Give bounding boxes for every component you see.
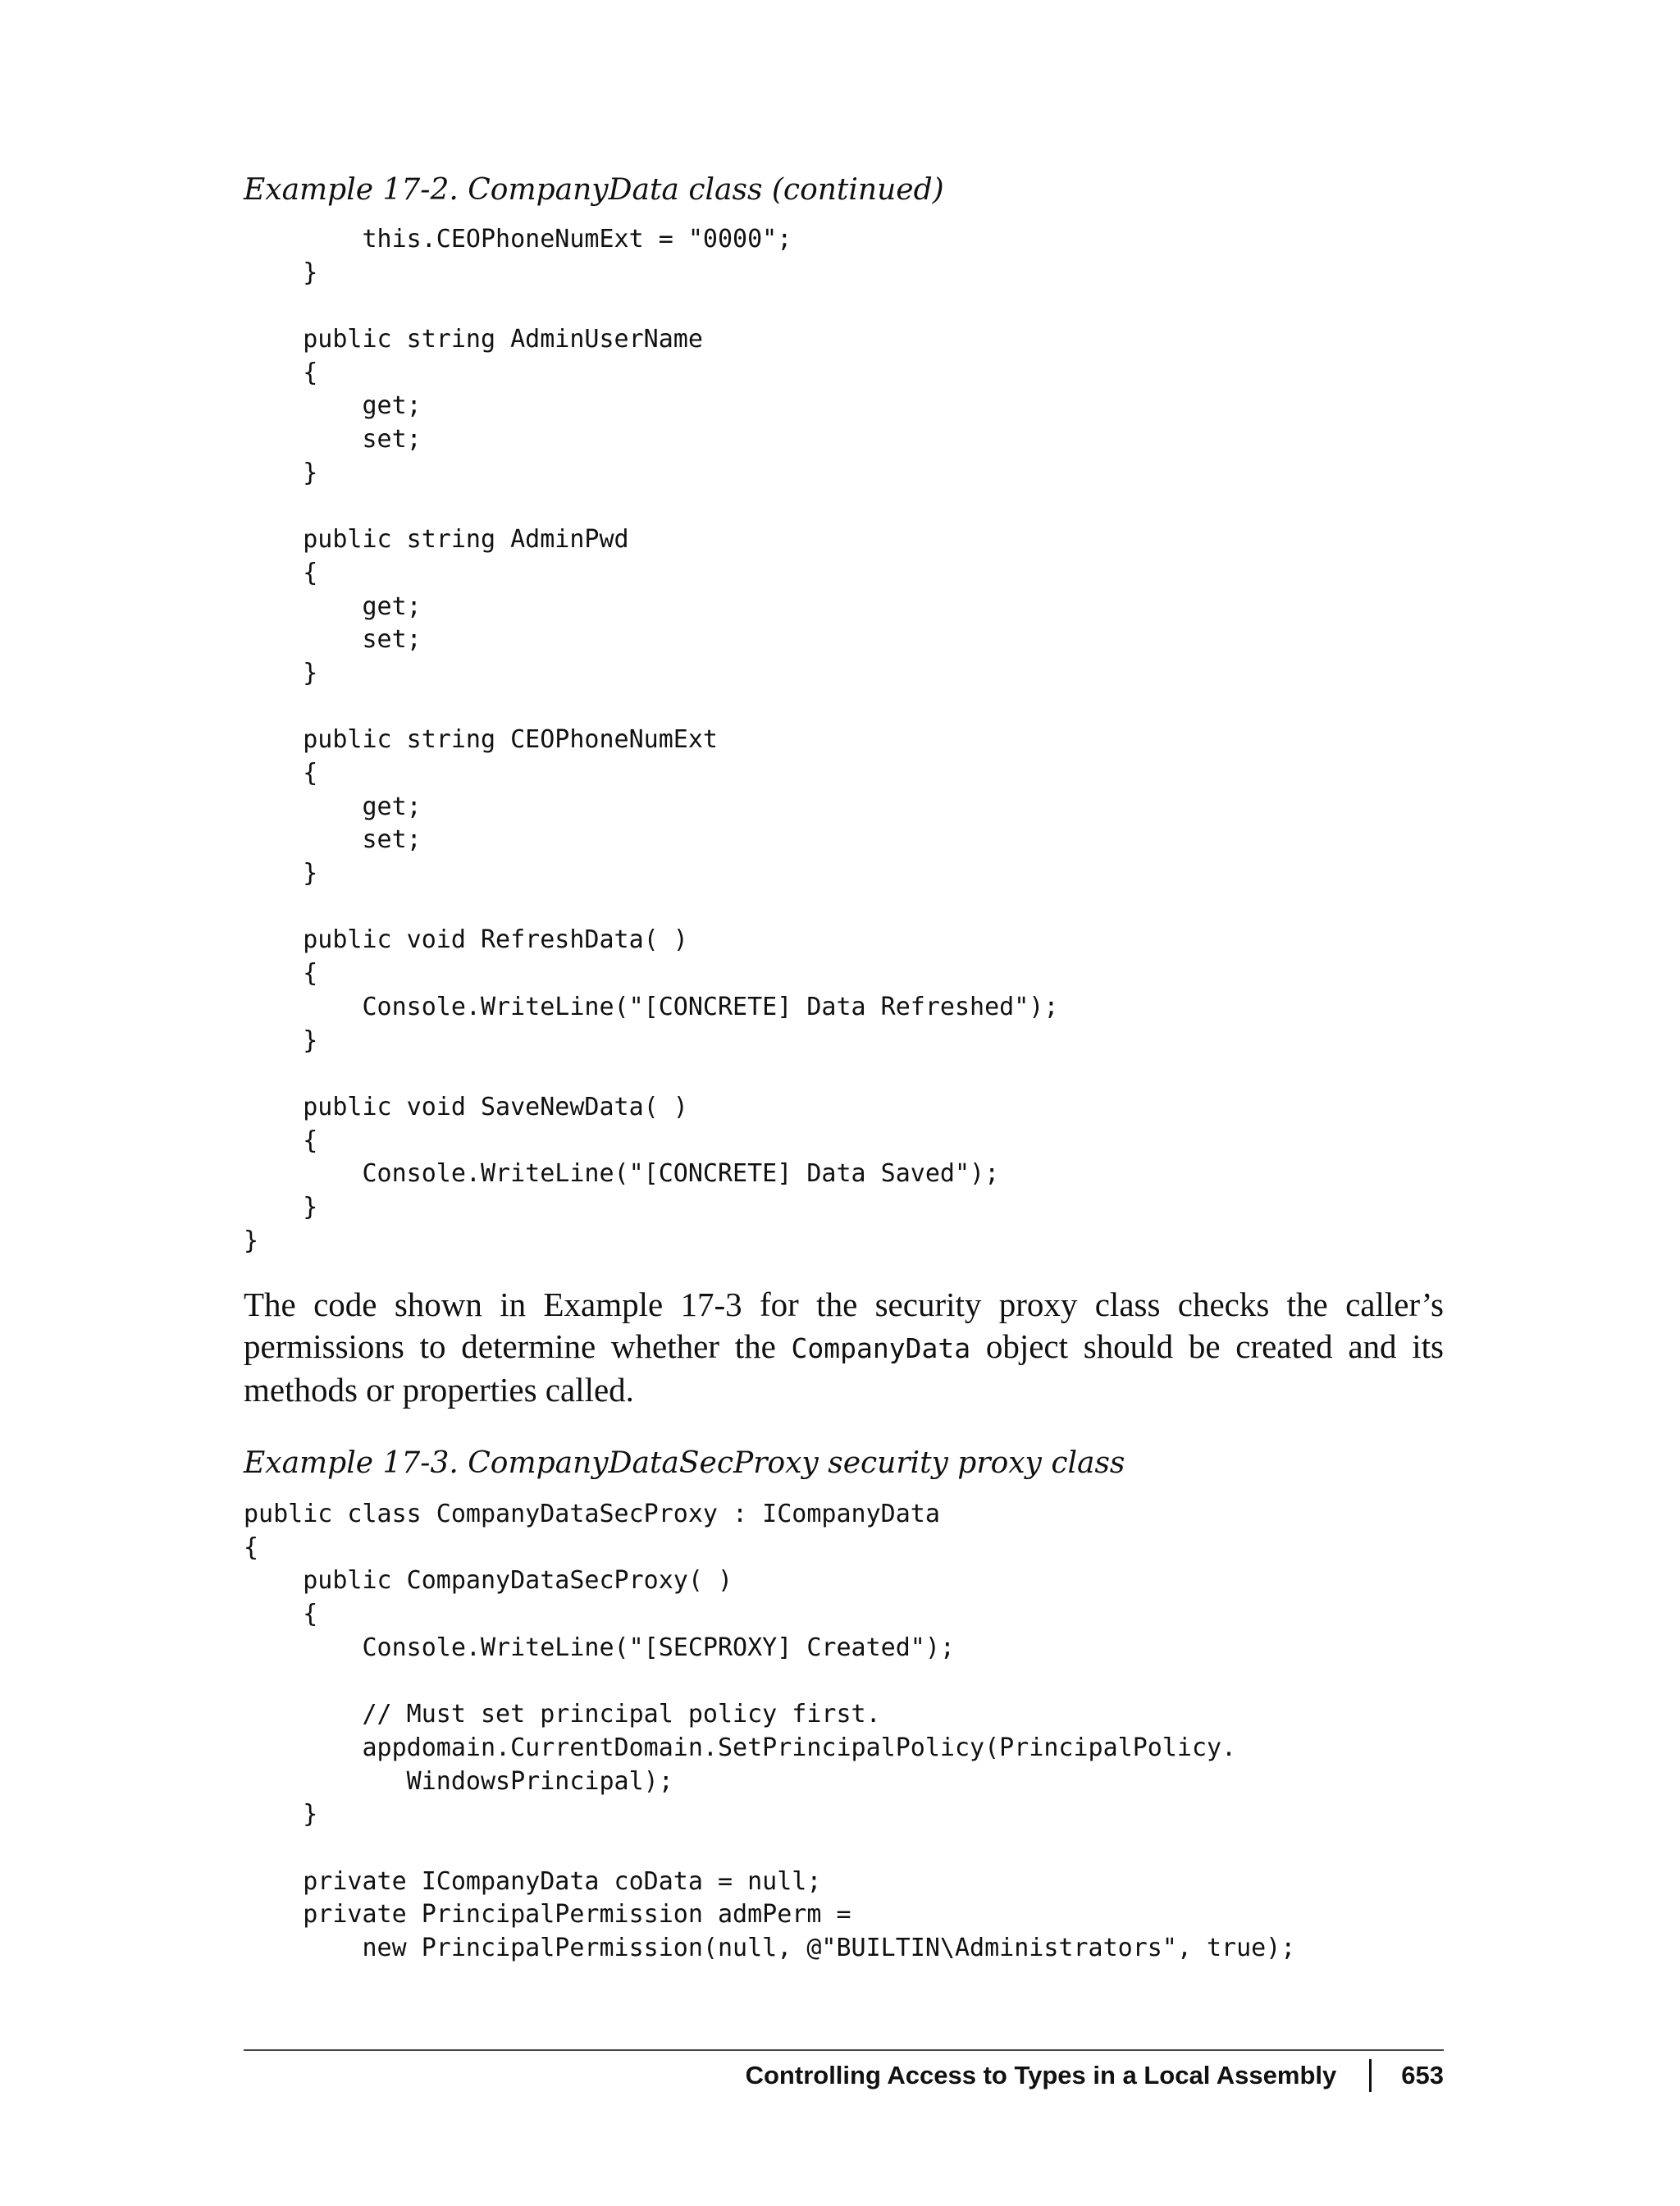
example-17-3-code [244, 1498, 1295, 1966]
example-17-2-caption: Example 17-2. CompanyData class (continued) [244, 173, 944, 207]
code-line: { [244, 1600, 318, 1629]
code-line: get; [244, 391, 422, 421]
code-line: { [244, 1532, 259, 1562]
code-line [244, 891, 1058, 925]
code-line [244, 491, 1058, 524]
code-line: } [244, 258, 318, 287]
footer-separator [1369, 2059, 1372, 2092]
code-line: set; [244, 825, 422, 855]
code-line: WindowsPrincipal); [244, 1766, 673, 1796]
code-line: set; [244, 425, 422, 454]
code-line: public string AdminPwd [244, 525, 629, 555]
code-line: Console.WriteLine("[SECPROXY] Created"); [244, 1633, 955, 1662]
code-line: new PrincipalPermission(null, @"BUILTIN\Administrators", true); [244, 1933, 1296, 1962]
code-line [244, 290, 1058, 323]
code-line: } [244, 1800, 318, 1829]
code-line: private ICompanyData coData = null; [244, 1866, 822, 1896]
code-line: } [244, 658, 318, 687]
body-paragraph [244, 1284, 1444, 1411]
code-line: public string CEOPhoneNumExt [244, 725, 718, 755]
code-line [244, 691, 1058, 724]
code-line: public CompanyDataSecProxy( ) [244, 1566, 733, 1596]
code-line: } [244, 1192, 318, 1222]
paragraph-text-after: object should be created and its methods or properties called. [244, 1327, 1444, 1409]
code-line: appdomain.CurrentDomain.SetPrincipalPolicy(PrincipalPolicy. [244, 1733, 1237, 1762]
footer-section-title: Controlling Access to Types in a Local Assembly [745, 2061, 1337, 2090]
example-17-2-code [244, 223, 1058, 1258]
code-line: Console.WriteLine("[CONCRETE] Data Refreshed"); [244, 992, 1059, 1021]
code-line: { [244, 959, 318, 989]
code-line: get; [244, 591, 422, 621]
page-number: 653 [1401, 2061, 1444, 2090]
code-line: public void RefreshData( ) [244, 925, 688, 955]
code-line: } [244, 1025, 318, 1055]
code-line: get; [244, 792, 422, 821]
code-line [244, 1057, 1058, 1091]
code-line [244, 1832, 1295, 1866]
footer-rule [244, 2049, 1444, 2051]
paragraph-text-before: The code shown in Example 17-3 for the security proxy class checks the caller’s permissions to determine whether the [244, 1286, 1444, 1365]
code-line [244, 1665, 1295, 1698]
code-line: private PrincipalPermission admPerm = [244, 1900, 851, 1930]
code-line: } [244, 1226, 259, 1255]
code-line: { [244, 1126, 318, 1155]
code-line: } [244, 458, 318, 487]
running-footer [746, 2058, 1444, 2094]
code-line: public string AdminUserName [244, 325, 703, 354]
code-line: // Must set principal policy first. [244, 1700, 881, 1729]
example-17-3-caption: Example 17-3. CompanyDataSecProxy security proxy class [244, 1446, 1125, 1480]
code-line: set; [244, 625, 422, 655]
code-line: public void SaveNewData( ) [244, 1092, 688, 1121]
code-line: Console.WriteLine("[CONCRETE] Data Saved"); [244, 1159, 1000, 1189]
code-line: public class CompanyDataSecProxy : ICompanyData [244, 1500, 940, 1528]
code-line: { [244, 759, 318, 788]
code-line: } [244, 859, 318, 888]
code-line: { [244, 358, 318, 387]
code-line: { [244, 558, 318, 587]
inline-code-companydata: CompanyData [791, 1332, 971, 1364]
code-line: this.CEOPhoneNumExt = "0000"; [244, 225, 792, 253]
